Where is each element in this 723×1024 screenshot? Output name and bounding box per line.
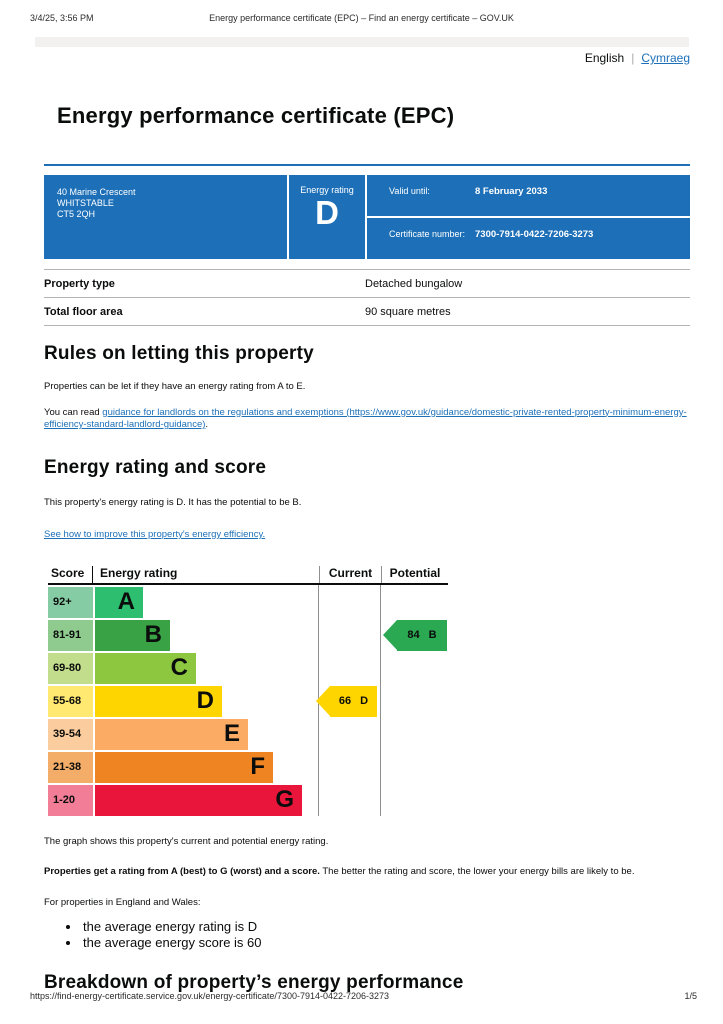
certificate-meta <box>367 175 690 259</box>
band-row-d <box>48 686 448 717</box>
landlord-guidance-link[interactable]: guidance for landlords on the regulations and exemptions (https://www.gov.uk/guidance/domestic-private-rented-property-minimum-energy-efficiency-standard-landlord-guidance) <box>44 406 687 430</box>
score-heading: Energy rating and score <box>44 456 267 478</box>
band-score-range: 55-68 <box>48 686 93 717</box>
language-separator: | <box>631 51 635 65</box>
language-current: English <box>584 51 625 65</box>
table-row <box>44 298 690 326</box>
rules-para-1: Properties can be let if they have an energy rating from A to E. <box>44 381 306 392</box>
address-line-2: WHITSTABLE <box>57 198 114 208</box>
arrow-tip-icon <box>383 620 397 650</box>
band-row-g <box>48 785 448 816</box>
band-score-range: 92+ <box>48 587 93 618</box>
improve-efficiency-link[interactable]: See how to improve this property's energy efficiency. <box>44 529 266 540</box>
print-doc-title: Energy performance certificate (EPC) – Find an energy certificate – GOV.UK <box>209 13 514 23</box>
score-para-1: This property's energy rating is D. It has the potential to be B. <box>44 496 302 508</box>
list-item: • the average energy rating is D <box>81 919 690 935</box>
rating-explanation-rest: The better the rating and score, the lower your energy bills are likely to be. <box>319 866 635 877</box>
band-row-e <box>48 719 448 750</box>
band-bar: D <box>95 686 222 717</box>
rules-para-2-prefix: You can read <box>44 406 103 418</box>
list-item: • the average energy score is 60 <box>81 935 690 951</box>
floor-area-value: 90 square metres <box>365 298 690 326</box>
page-title: Energy performance certificate (EPC) <box>57 103 455 128</box>
chart-body <box>48 585 448 816</box>
chart-header-potential: Potential <box>381 566 448 583</box>
improve-link-para <box>44 529 690 542</box>
potential-rating-arrow <box>383 620 447 651</box>
certificate-number-row <box>367 216 690 259</box>
rules-para-2 <box>44 407 690 432</box>
breakdown-heading: Breakdown of property’s energy performance <box>44 972 464 993</box>
band-row-a <box>48 587 448 618</box>
language-link-cymraeg[interactable]: Cymraeg <box>641 51 690 65</box>
rules-heading: Rules on letting this property <box>44 343 314 364</box>
property-facts-table <box>44 269 690 326</box>
band-score-range: 1-20 <box>48 785 93 816</box>
valid-until-value: 8 February 2033 <box>475 186 548 197</box>
chart-header-current: Current <box>319 566 381 583</box>
table-row <box>44 270 690 298</box>
main-content <box>44 0 690 994</box>
print-footer <box>30 991 697 1001</box>
valid-until-row <box>367 175 690 216</box>
band-bar: E <box>95 719 248 750</box>
potential-rating-value <box>397 620 447 651</box>
potential-column-line <box>380 585 381 816</box>
certificate-summary-box <box>44 175 690 259</box>
blue-rule <box>44 164 690 166</box>
energy-rating-label: Energy rating <box>300 185 354 195</box>
potential-letter: B <box>428 629 437 641</box>
address-line-1: 40 Marine Crescent <box>57 187 136 197</box>
floor-area-label: Total floor area <box>44 298 365 326</box>
chart-header-row <box>48 566 448 585</box>
graph-caption: The graph shows this property's current and potential energy rating. <box>44 835 329 847</box>
rules-para-2-suffix: . <box>205 419 209 430</box>
band-row-f <box>48 752 448 783</box>
england-wales-intro: For properties in England and Wales: <box>44 896 201 908</box>
rating-explanation-bold: Properties get a rating from A (best) to G (worst) and a score. <box>44 866 320 877</box>
energy-rating-box <box>287 175 367 259</box>
energy-rating-chart <box>48 566 448 816</box>
band-bar: C <box>95 653 196 684</box>
property-type-value: Detached bungalow <box>365 270 690 298</box>
band-score-range: 39-54 <box>48 719 93 750</box>
print-page-number: 1/5 <box>684 991 697 1001</box>
current-rating-value <box>330 686 377 717</box>
print-datetime: 3/4/25, 3:56 PM <box>30 13 94 23</box>
band-score-range: 69-80 <box>48 653 93 684</box>
current-score: 66 <box>338 695 352 707</box>
band-row-c <box>48 653 448 684</box>
certificate-number-label: Certificate number: <box>389 229 466 239</box>
rating-explanation <box>44 866 690 879</box>
valid-until-label: Valid until: <box>389 186 430 196</box>
current-rating-arrow <box>316 686 377 717</box>
energy-rating-value: D <box>315 194 339 231</box>
potential-score: 84 <box>407 629 420 641</box>
chart-header-score: Score <box>48 566 93 583</box>
band-bar: B <box>95 620 170 651</box>
band-score-range: 21-38 <box>48 752 93 783</box>
property-address <box>44 175 287 259</box>
property-type-label: Property type <box>44 270 365 298</box>
band-bar: F <box>95 752 273 783</box>
band-bar: A <box>95 587 143 618</box>
band-score-range: 81-91 <box>48 620 93 651</box>
average-stats-list <box>44 919 690 950</box>
chart-header-rating: Energy rating <box>100 565 178 580</box>
print-footer-url: https://find-energy-certificate.service.gov.uk/energy-certificate/7300-7914-0422-7206-3273 <box>30 991 390 1001</box>
certificate-number-value: 7300-7914-0422-7206-3273 <box>475 229 594 240</box>
current-letter: D <box>360 695 369 707</box>
band-bar: G <box>95 785 302 816</box>
address-line-3: CT5 2QH <box>57 209 96 219</box>
arrow-tip-icon <box>316 686 330 716</box>
